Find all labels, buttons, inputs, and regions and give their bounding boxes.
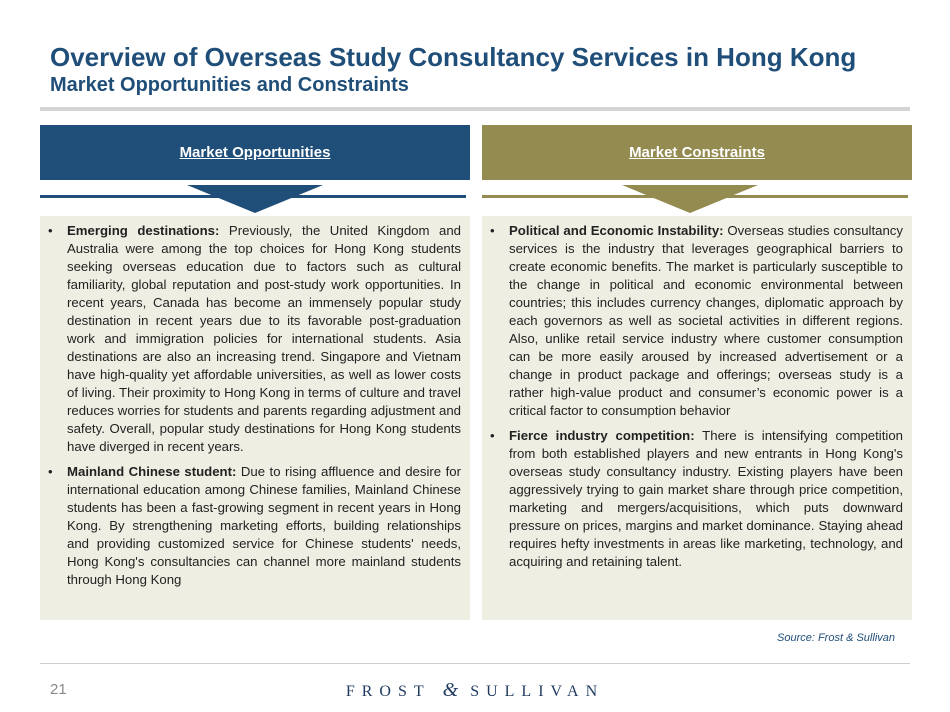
page-title: Overview of Overseas Study Consultancy Services in Hong Kong xyxy=(50,42,857,72)
list-item-mainland-chinese-student xyxy=(40,463,461,589)
brand-frost: FROST xyxy=(345,683,431,700)
source-note: Source: Frost & Sullivan xyxy=(777,632,895,644)
opportunities-heading: Market Opportunities xyxy=(179,144,331,161)
constraints-arrow-icon xyxy=(622,185,758,213)
constraints-panel xyxy=(482,216,912,620)
bullet-icon: • xyxy=(490,428,495,443)
item-text: Overseas studies consultancy services is the industry that leverages geographical barriers to create economic benefits. The market is particularly susceptible to the change in political and economic environmental between countries; this includes currency changes, diplomatic approach by each governors as well as societal activities in different regions. Also, unlike retail service industry where customer consumption can be more easily aroused by increased advertisement or a change in product package and offerings; overseas study is a rather high-value product and consumer’s economic power is a critical factor to consumption behavior xyxy=(509,223,903,418)
list-item-political-economic-instability xyxy=(482,222,903,420)
brand-ampersand: & xyxy=(442,679,459,701)
header-divider xyxy=(40,107,910,111)
opportunities-header xyxy=(40,125,470,180)
brand-sullivan: SULLIVAN xyxy=(470,683,605,700)
item-label: Political and Economic Instability: xyxy=(509,223,724,238)
opportunities-panel xyxy=(40,216,470,620)
brand-logo xyxy=(0,679,950,702)
bullet-icon: • xyxy=(48,464,53,479)
opportunities-list xyxy=(40,222,461,589)
constraints-heading: Market Constraints xyxy=(629,144,765,161)
footer-divider xyxy=(40,663,910,664)
list-item-emerging-destinations xyxy=(40,222,461,456)
item-text: There is intensifying competition from both established players and new entrants in Hong Kong's overseas study consultancy industry. Existing players have been aggressively trying to gain market share through price competition, marketing and mergers/acquisitions, which puts downward pressure on prices, margins and market dominance. Staying ahead requires hefty investments in areas like marketing, technology, and acquiring and retaining talent. xyxy=(509,428,903,569)
constraints-header xyxy=(482,125,912,180)
item-text: Previously, the United Kingdom and Australia were among the top choices for Hong Kong students seeking overseas education due to factors such as cultural familiarity, global reputation and post-study work opportunities. In recent years, Canada has become an immensely popular study destination in recent years due to its favorable post-graduation work and immigration policies for international students. Asia destinations are also an increasing trend. Singapore and Vietnam have high-quality yet affordable universities, as well as lower costs of living. Their proximity to Hong Kong in terms of culture and travel reduces worries for students and parents regarding adjustment and safety. Overall, popular study destinations for Hong Kong students have diverged in recent years. xyxy=(67,223,462,454)
list-item-fierce-industry-competition xyxy=(482,427,903,571)
item-label: Mainland Chinese student: xyxy=(67,464,237,479)
item-text: Due to rising affluence and desire for international education among Chinese families, Mainland Chinese students has been a fast-growing segment in recent years in Hong Kong. By strengthening marketing efforts, building relationships and providing customized service for Chinese students' needs, Hong Kong's consultancies can channel more mainland students through Hong Kong xyxy=(67,464,461,587)
constraints-list xyxy=(482,222,903,571)
page-subtitle: Market Opportunities and Constraints xyxy=(50,74,409,96)
bullet-icon: • xyxy=(490,223,495,238)
item-label: Emerging destinations: xyxy=(67,223,220,238)
bullet-icon: • xyxy=(48,223,53,238)
opportunities-arrow-icon xyxy=(187,185,323,213)
page-number: 21 xyxy=(50,681,67,698)
item-label: Fierce industry competition: xyxy=(509,428,695,443)
